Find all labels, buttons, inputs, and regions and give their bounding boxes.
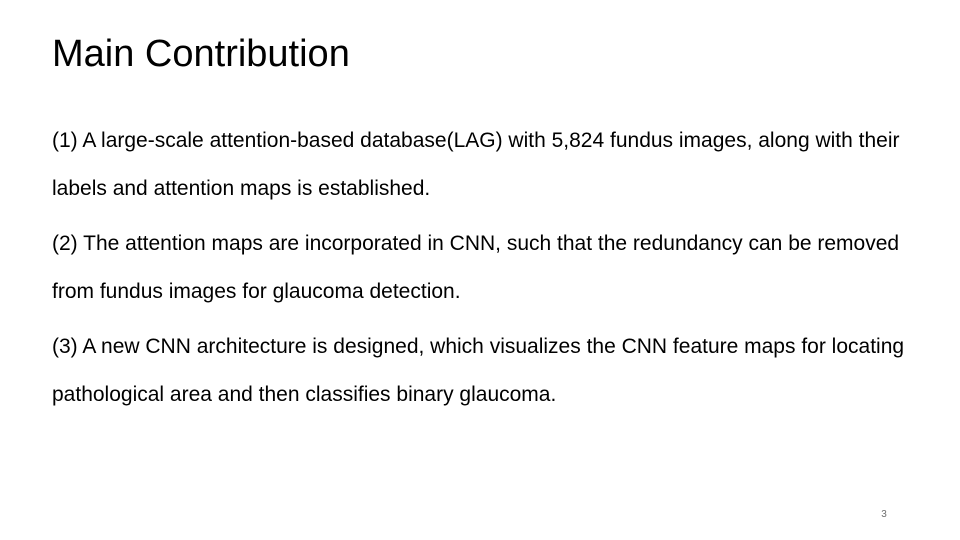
contribution-list: [52, 117, 932, 426]
contribution-point-3: (3) A new CNN architecture is designed, which visualizes the CNN feature maps for locating pathological area and then classifies binary glaucoma.: [52, 335, 905, 406]
page-number: 3: [881, 509, 887, 520]
contribution-point-2: (2) The attention maps are incorporated in CNN, such that the redundancy can be removed from fundus images for glaucoma detection.: [52, 232, 900, 303]
contribution-point-1: (1) A large-scale attention-based database(LAG) with 5,824 fundus images, along with their labels and attention maps is established.: [52, 129, 900, 200]
slide-title: Main Contribution: [52, 33, 350, 75]
